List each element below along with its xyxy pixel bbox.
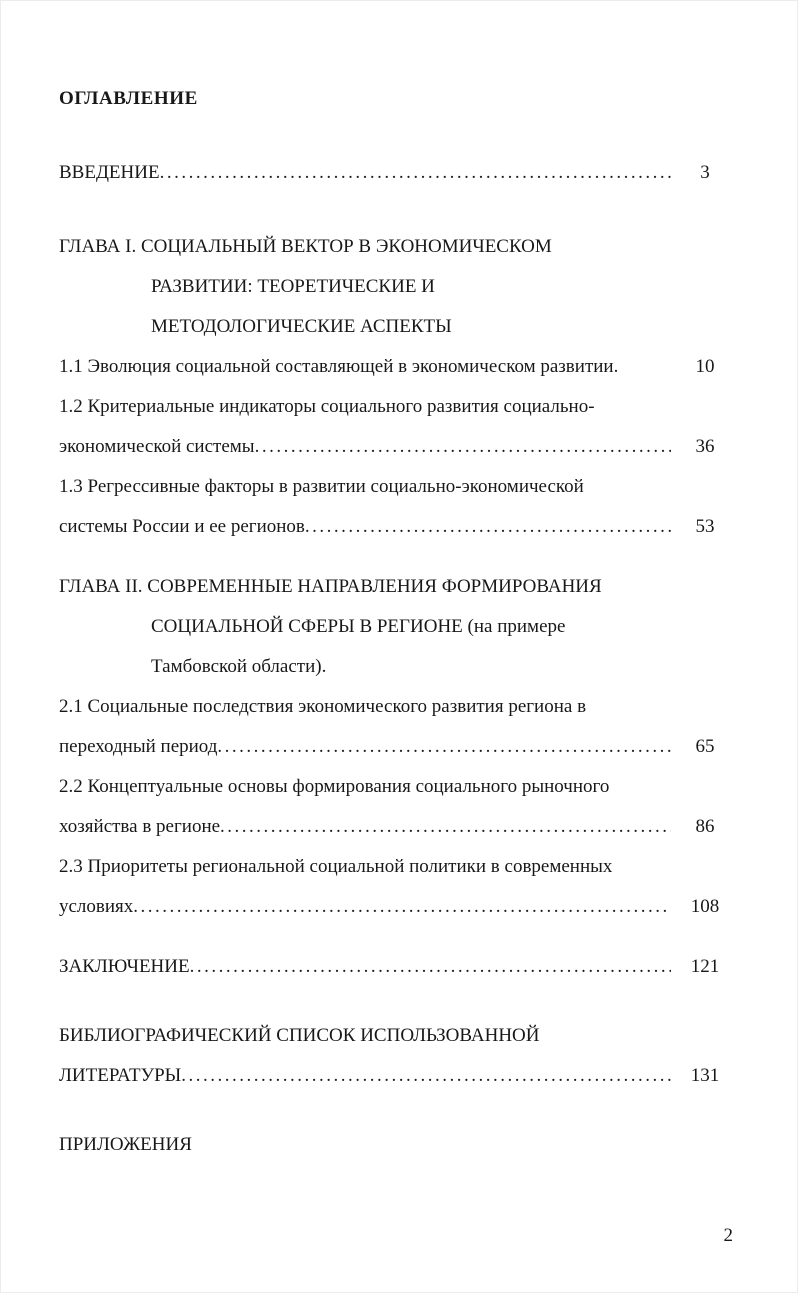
toc-chapter-1-line-3 — [59, 307, 739, 347]
toc-entry-label: 2.1 Социальные последствия экономического развития региона в — [59, 696, 587, 717]
toc-entry-zaklyuchenie — [59, 947, 739, 987]
toc-entry-1-3-line-1 — [59, 467, 739, 507]
toc-entry-2-1-line-1 — [59, 687, 739, 727]
toc-entry-2-2-line-1 — [59, 767, 739, 807]
toc-chapter-1-line-1 — [59, 227, 739, 267]
toc-entry-label: системы России и ее регионов — [59, 516, 305, 537]
toc-entry-page: 65 — [695, 736, 715, 757]
dot-leader — [181, 1056, 671, 1096]
toc-entry-label: экономической системы — [59, 436, 255, 457]
dot-leader — [255, 427, 671, 467]
toc-entry-2-3-line-2 — [59, 887, 739, 927]
toc-chapter-label: МЕТОДОЛОГИЧЕСКИЕ АСПЕКТЫ — [151, 316, 452, 337]
toc-entry-1-1 — [59, 347, 739, 387]
page-number — [59, 1221, 739, 1251]
toc-entry-label: 1.2 Критериальные индикаторы социального развития социально- — [59, 396, 595, 417]
toc-entry-page: 131 — [690, 1065, 720, 1086]
toc-entry-label: переходный период — [59, 736, 218, 757]
toc-entry-label: 2.2 Концептуальные основы формирования социального рыночного — [59, 776, 610, 797]
toc-entry-bibliography-line-1 — [59, 1016, 739, 1056]
toc-entry-label: 2.3 Приоритеты региональной социальной политики в современных — [59, 856, 613, 877]
toc-entry-page: 10 — [695, 356, 715, 377]
toc-entry-1-2-line-1 — [59, 387, 739, 427]
toc-entry-label: ЛИТЕРАТУРЫ — [59, 1065, 182, 1086]
toc-entry-label: ЗАКЛЮЧЕНИЕ — [59, 956, 190, 977]
toc-entry-page: 86 — [695, 816, 715, 837]
dot-leader — [160, 153, 671, 193]
toc-entry-2-1-line-2 — [59, 727, 739, 767]
toc-heading-label: ОГЛАВЛЕНИЕ — [59, 88, 198, 109]
toc-chapter-label: СОЦИАЛЬНОЙ СФЕРЫ В РЕГИОНЕ (на примере — [151, 616, 566, 637]
toc-chapter-2-line-3 — [59, 647, 739, 687]
dot-leader — [220, 807, 671, 847]
toc-entry-vvedenie — [59, 153, 739, 193]
toc-entry-page: 36 — [695, 436, 715, 457]
toc-entry-label: 1.1 Эволюция социальной составляющей в экономическом развитии. — [59, 356, 619, 377]
dot-leader — [133, 887, 671, 927]
toc-chapter-label: ГЛАВА II. СОВРЕМЕННЫЕ НАПРАВЛЕНИЯ ФОРМИРОВАНИЯ — [59, 576, 602, 597]
toc-entry-label: хозяйства в регионе — [59, 816, 221, 837]
toc-chapter-1-line-2 — [59, 267, 739, 307]
toc-chapter-2-line-2 — [59, 607, 739, 647]
dot-leader — [217, 727, 671, 767]
toc-chapter-label: РАЗВИТИИ: ТЕОРЕТИЧЕСКИЕ И — [151, 276, 435, 297]
toc-entry-label: БИБЛИОГРАФИЧЕСКИЙ СПИСОК ИСПОЛЬЗОВАННОЙ — [59, 1025, 540, 1046]
toc-entry-1-2-line-2 — [59, 427, 739, 467]
toc-entry-label: ВВЕДЕНИЕ — [59, 162, 160, 183]
toc-entry-page: 121 — [690, 956, 720, 977]
toc-entry-2-3-line-1 — [59, 847, 739, 887]
toc-entry-1-3-line-2 — [59, 507, 739, 547]
toc-entry-2-2-line-2 — [59, 807, 739, 847]
toc-entry-prilozheniya — [59, 1125, 739, 1165]
dot-leader — [190, 947, 671, 987]
toc-entry-label: ПРИЛОЖЕНИЯ — [59, 1134, 192, 1155]
toc-chapter-label: Тамбовской области). — [151, 656, 327, 677]
toc-chapter-2-line-1 — [59, 567, 739, 607]
toc-entry-bibliography-line-2 — [59, 1056, 739, 1096]
toc-chapter-label: ГЛАВА I. СОЦИАЛЬНЫЙ ВЕКТОР В ЭКОНОМИЧЕСКОМ — [59, 236, 552, 257]
toc-entry-page: 3 — [700, 162, 710, 183]
page-number-value: 2 — [723, 1225, 733, 1246]
toc-heading — [59, 79, 739, 119]
toc-entry-page: 53 — [695, 516, 715, 537]
toc-entry-page: 108 — [690, 896, 720, 917]
toc-entry-label: 1.3 Регрессивные факторы в развитии социально-экономической — [59, 476, 584, 497]
toc-entry-label: условиях — [59, 896, 134, 917]
dot-leader — [305, 507, 671, 547]
